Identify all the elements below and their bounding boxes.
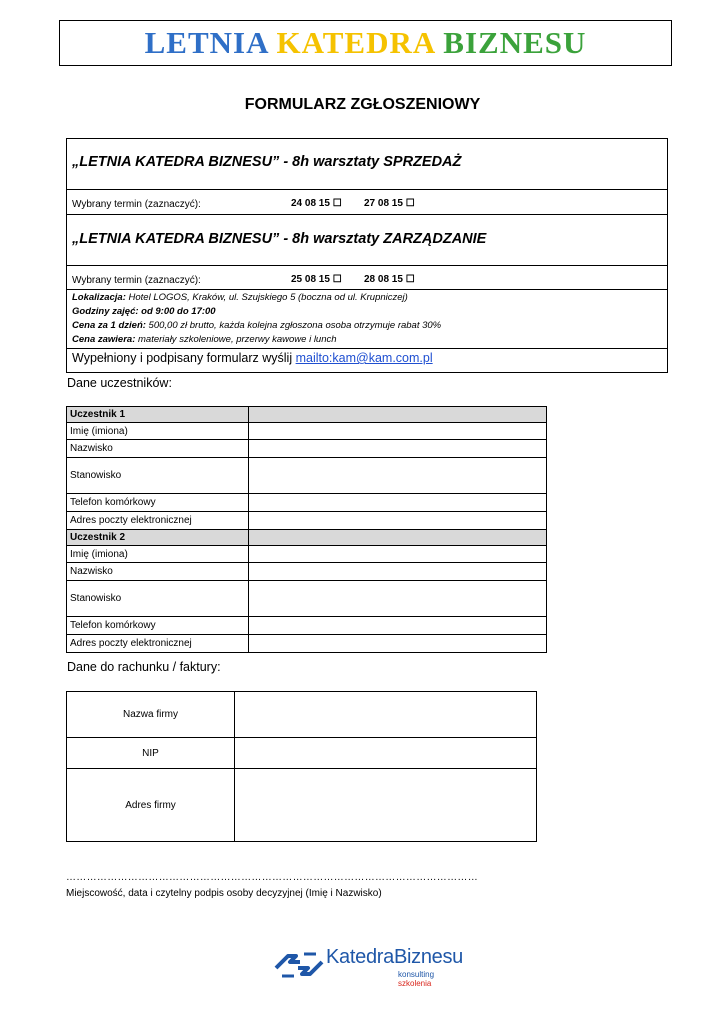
banner-word-3: BIZNESU <box>443 25 587 60</box>
field-input-cell[interactable] <box>249 617 547 635</box>
field-input-cell[interactable] <box>249 635 547 653</box>
field-input-cell[interactable] <box>249 494 547 512</box>
workshop-title-2: „LETNIA KATEDRA BIZNESU” - 8h warsztaty ZARZĄDZANIE <box>72 231 487 247</box>
field-label: Stanowisko <box>67 458 249 494</box>
field-label: Telefon komórkowy <box>67 494 249 512</box>
participant-header: Uczestnik 1 <box>67 407 249 423</box>
table-row <box>67 512 547 530</box>
table-row <box>67 440 547 458</box>
invoice-field-label: Nazwa firmy <box>67 692 235 738</box>
participant-header-blank <box>249 407 547 423</box>
date-option-28-08[interactable]: 28 08 15 ☐ <box>364 274 415 285</box>
invoice-input-cell[interactable] <box>235 738 537 769</box>
participant-header-row <box>67 530 547 546</box>
workshop-box <box>66 138 668 373</box>
invoice-label: Dane do rachunku / faktury: <box>67 660 221 674</box>
date-option-25-08[interactable]: 25 08 15 ☐ <box>291 274 342 285</box>
table-row <box>67 692 537 738</box>
field-input-cell[interactable] <box>249 546 547 563</box>
field-input-cell[interactable] <box>249 423 547 440</box>
form-title: FORMULARZ ZGŁOSZENIOWY <box>244 96 481 113</box>
field-input-cell[interactable] <box>249 458 547 494</box>
includes-line: Cena zawiera: materiały szkoleniowe, przerwy kawowe i lunch <box>72 334 337 345</box>
field-label: Stanowisko <box>67 581 249 617</box>
field-label: Adres poczty elektronicznej <box>67 512 249 530</box>
table-row <box>67 581 547 617</box>
table-row <box>67 635 547 653</box>
table-row <box>67 423 547 440</box>
table-row <box>67 563 547 581</box>
email-link[interactable]: mailto:kam@kam.com.pl <box>295 351 433 365</box>
participants-label: Dane uczestników: <box>67 376 172 390</box>
invoice-field-label: NIP <box>67 738 235 769</box>
table-row <box>67 546 547 563</box>
table-row <box>67 617 547 635</box>
submit-instruction: Wypełniony i podpisany formularz wyślij mailto:kam@kam.com.pl <box>72 351 433 365</box>
term-label-1: Wybrany termin (zaznaczyć): <box>72 199 201 210</box>
signature-caption: Miejscowość, data i czytelny podpis osoby decyzyjnej (Imię i Nazwisko) <box>66 888 382 899</box>
table-row <box>67 769 537 842</box>
field-label: Adres poczty elektronicznej <box>67 635 249 653</box>
field-input-cell[interactable] <box>249 581 547 617</box>
invoice-input-cell[interactable] <box>235 692 537 738</box>
date-option-24-08[interactable]: 24 08 15 ☐ <box>291 198 342 209</box>
table-row <box>67 494 547 512</box>
handshake-arrows-icon <box>274 948 324 982</box>
participants-table <box>66 406 547 653</box>
field-input-cell[interactable] <box>249 512 547 530</box>
info-block <box>72 291 441 347</box>
participant-header: Uczestnik 2 <box>67 530 249 546</box>
date-option-27-08[interactable]: 27 08 15 ☐ <box>364 198 415 209</box>
field-input-cell[interactable] <box>249 440 547 458</box>
term-label-2: Wybrany termin (zaznaczyć): <box>72 275 201 286</box>
header-banner <box>59 20 672 66</box>
workshop-title-1: „LETNIA KATEDRA BIZNESU” - 8h warsztaty SPRZEDAŻ <box>72 154 462 170</box>
invoice-table <box>66 691 537 842</box>
field-label: Imię (imiona) <box>67 546 249 563</box>
banner-title <box>60 21 671 65</box>
signature-line: ………………………………………………………………………………………………………… <box>66 872 478 883</box>
banner-word-2: KATEDRA <box>276 25 435 60</box>
invoice-input-cell[interactable] <box>235 769 537 842</box>
logo-tagline: konsulting szkolenia <box>398 970 435 988</box>
logo-wordmark: KatedraBiznesu <box>326 946 464 968</box>
hours-line: Godziny zajęć: od 9:00 do 17:00 <box>72 306 216 317</box>
price-line: Cena za 1 dzień: 500,00 zł brutto, każda kolejna zgłoszona osoba otrzymuje rabat 30% <box>72 320 442 331</box>
company-logo <box>274 946 464 988</box>
participant-header-blank <box>249 530 547 546</box>
field-label: Telefon komórkowy <box>67 617 249 635</box>
field-label: Nazwisko <box>67 440 249 458</box>
invoice-field-label: Adres firmy <box>67 769 235 842</box>
banner-word-1: LETNIA <box>144 25 268 60</box>
field-label: Imię (imiona) <box>67 423 249 440</box>
field-label: Nazwisko <box>67 563 249 581</box>
field-input-cell[interactable] <box>249 563 547 581</box>
table-row <box>67 458 547 494</box>
participant-header-row <box>67 407 547 423</box>
table-row <box>67 738 537 769</box>
location-line: Lokalizacja: Hotel LOGOS, Kraków, ul. Szujskiego 5 (boczna od ul. Krupniczej) <box>72 292 408 303</box>
